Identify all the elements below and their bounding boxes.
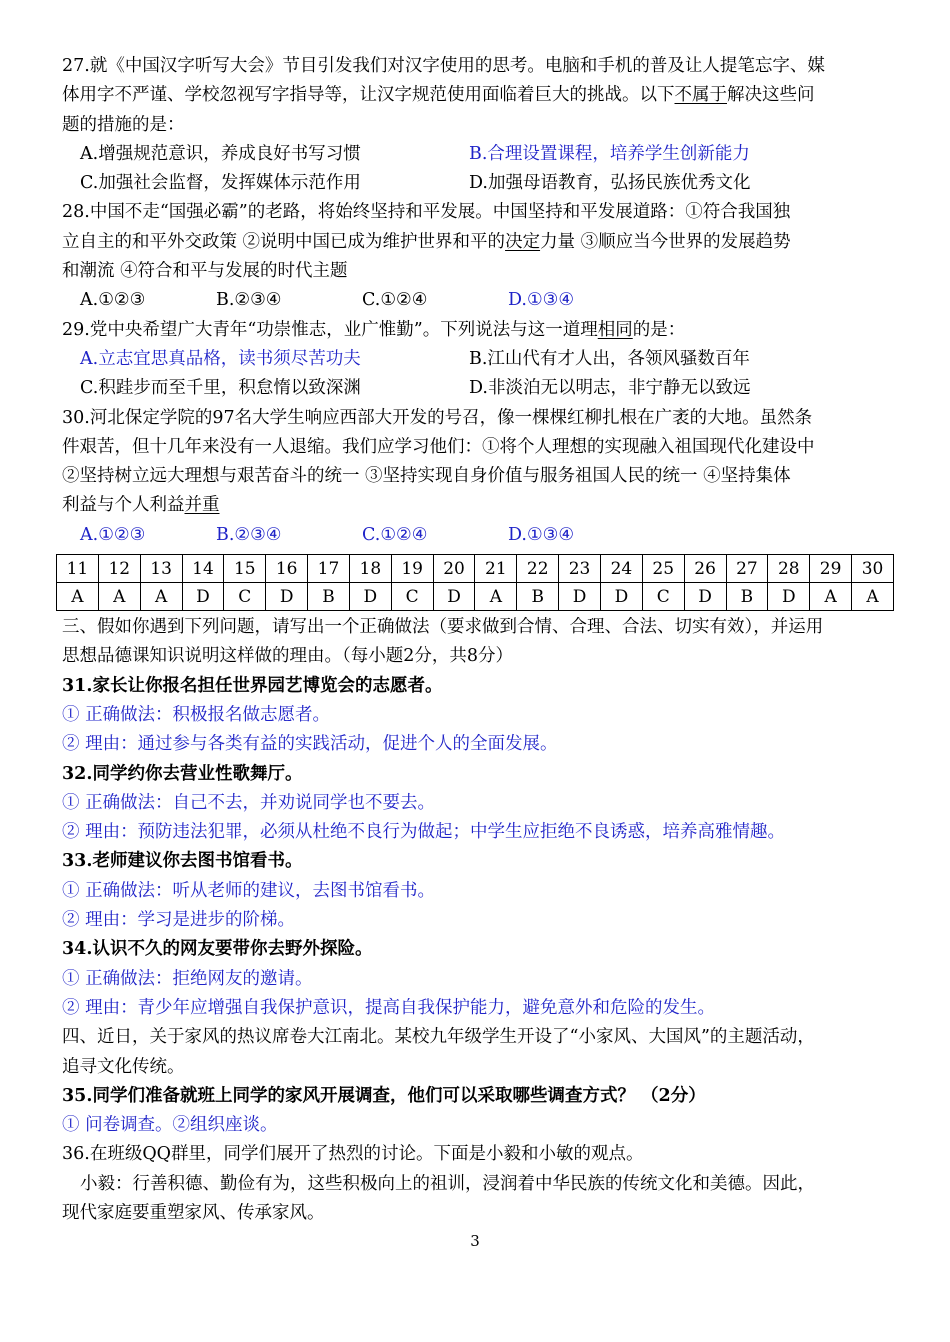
answer-table-number-cell: 19 [391, 555, 433, 583]
q28-option-d: D.①③④ [508, 290, 575, 311]
q28-line2 [62, 228, 892, 257]
answer-table-answer-cell: C [224, 583, 266, 611]
answer-table-answer-cell: B [308, 583, 350, 611]
section3-intro-line2: 思想品德课知识说明这样做的理由。（每小题2分，共8分） [62, 646, 514, 667]
q27-option-d: D.加强母语教育，弘扬民族优秀文化 [469, 173, 751, 194]
q30-options [62, 521, 892, 550]
q30-underlined: 并重 [184, 495, 220, 516]
q29-line1 [62, 316, 892, 345]
answer-table-answer-cell: B [726, 583, 768, 611]
q36-paragraph-line2: 现代家庭要重塑家风、传承家风。 [62, 1202, 325, 1223]
answer-table-number-cell: 15 [224, 555, 266, 583]
q31-question: 31.家长让你报名担任世界园艺博览会的志愿者。 [62, 675, 443, 696]
q34-answer-2: ② 理由：青少年应增强自我保护意识，提高自我保护能力，避免意外和危险的发生。 [62, 997, 716, 1018]
answer-table-answer-cell: D [600, 583, 642, 611]
answer-table-number-cell: 13 [140, 555, 182, 583]
q30-line1: 30.河北保定学院的97名大学生响应西部大开发的号召，像一棵棵红柳扎根在广袤的大地。虽然条 [62, 407, 813, 428]
q27-option-c: C.加强社会监督，发挥媒体示范作用 [80, 173, 361, 194]
answer-table-number-cell: 23 [559, 555, 601, 583]
q28-option-c: C.①②④ [362, 290, 428, 311]
answer-table-answer-cell: A [98, 583, 140, 611]
answer-table-answer-cell: D [433, 583, 475, 611]
q27-options-row2 [62, 169, 892, 198]
answer-table-answer-cell: A [140, 583, 182, 611]
q36-paragraph-line1: 小毅：行善积德、勤俭有为，这些积极向上的祖训，浸润着中华民族的传统文化和美德。因此， [80, 1173, 815, 1194]
answer-table-number-cell: 22 [517, 555, 559, 583]
section4-intro-line2: 追寻文化传统。 [62, 1056, 185, 1077]
answer-table-number-cell: 25 [642, 555, 684, 583]
answer-table-number-cell: 20 [433, 555, 475, 583]
q27-line2 [62, 81, 892, 110]
q32-answer-1: ① 正确做法：自己不去，并劝说同学也不要去。 [62, 792, 436, 813]
q28-underlined: 决定 [505, 231, 541, 252]
answer-table-number-cell: 30 [852, 555, 894, 583]
answer-table-answer-cell: D [684, 583, 726, 611]
q30-option-a: A.①②③ [80, 524, 146, 545]
q33-answer-2: ② 理由：学习是进步的阶梯。 [62, 910, 296, 931]
q35-answer: ① 问卷调查。②组织座谈。 [62, 1115, 278, 1136]
answer-table [56, 554, 894, 611]
page-number: 3 [470, 1232, 480, 1250]
q34-question: 34.认识不久的网友要带你去野外探险。 [62, 939, 373, 960]
answer-table-answer-cell: A [57, 583, 99, 611]
answer-table-number-cell: 12 [98, 555, 140, 583]
answer-table-answer-cell: C [391, 583, 433, 611]
q30-line4 [62, 491, 892, 520]
q30-option-d: D.①③④ [508, 524, 575, 545]
q36-question: 36.在班级QQ群里，同学们展开了热烈的讨论。下面是小毅和小敏的观点。 [62, 1144, 644, 1165]
q28-text: 立自主的和平外交政策 ②说明中国已成为维护世界和平的 [62, 231, 506, 252]
q27-line1: 27.就《中国汉字听写大会》节目引发我们对汉字使用的思考。电脑和手机的普及让人提笔忘字、媒 [62, 56, 825, 76]
answer-table-number-cell: 24 [600, 555, 642, 583]
q28-options [62, 286, 892, 315]
answer-table-answer-cell: D [182, 583, 224, 611]
q29-options-row2 [62, 374, 892, 403]
q28-option-a: A.①②③ [80, 290, 146, 311]
answer-table-answer-cell: A [810, 583, 852, 611]
q31-answer-2: ② 理由：通过参与各类有益的实践活动，促进个人的全面发展。 [62, 734, 558, 755]
answer-table-number-row [57, 555, 894, 583]
q27-text: 解决这些问 [727, 85, 815, 106]
q30-text: 利益与个人利益 [62, 495, 185, 516]
section3-intro-line1: 三、假如你遇到下列问题，请写出一个正确做法（要求做到合情、合理、合法、切实有效），并运用 [62, 617, 824, 638]
answer-table-number-cell: 17 [308, 555, 350, 583]
q33-answer-1: ① 正确做法：听从老师的建议，去图书馆看书。 [62, 880, 436, 901]
answer-table-number-cell: 14 [182, 555, 224, 583]
answer-table-number-cell: 16 [266, 555, 308, 583]
answer-table-answer-cell: C [642, 583, 684, 611]
q29-option-c: C.积跬步而至千里，积怠惰以致深渊 [80, 378, 361, 399]
answer-table-number-cell: 18 [349, 555, 391, 583]
q27-text: 体用字不严谨、学校忽视写字指导等，让汉字规范使用面临着巨大的挑战。以下 [62, 85, 675, 106]
q34-answer-1: ① 正确做法：拒绝网友的邀请。 [62, 968, 313, 989]
q29-option-d: D.非淡泊无以明志，非宁静无以致远 [469, 378, 751, 399]
q27-option-b: B.合理设置课程，培养学生创新能力 [469, 143, 750, 164]
answer-table-number-cell: 28 [768, 555, 810, 583]
q29-underlined: 相同 [597, 319, 633, 340]
answer-table-answer-cell: A [475, 583, 517, 611]
q29-option-b: B.江山代有才人出，各领风骚数百年 [469, 348, 750, 369]
q29-options-row1 [62, 345, 892, 374]
q27-options-row1 [62, 140, 892, 169]
q29-option-a: A.立志宜思真品格，读书须尽苦功夫 [80, 348, 361, 369]
q28-line3: 和潮流 ④符合和平与发展的时代主题 [62, 261, 348, 282]
answer-table-number-cell: 11 [57, 555, 99, 583]
q27-underlined: 不属于 [674, 85, 727, 106]
answer-table-answer-cell: D [768, 583, 810, 611]
exam-page [62, 52, 892, 1228]
q30-option-b: B.②③④ [216, 524, 282, 545]
q30-line3: ②坚持树立远大理想与艰苦奋斗的统一 ③坚持实现自身价值与服务祖国人民的统一 ④坚持集体 [62, 466, 791, 487]
q35-question: 35.同学们准备就班上同学的家风开展调查，他们可以采取哪些调查方式？ （2分） [62, 1085, 706, 1106]
answer-table-answer-cell: B [517, 583, 559, 611]
q32-answer-2: ② 理由：预防违法犯罪，必须从杜绝不良行为做起；中学生应拒绝不良诱惑，培养高雅情趣。 [62, 822, 786, 843]
q29-text: 的是： [632, 319, 686, 340]
answer-table-answer-cell: D [266, 583, 308, 611]
answer-table-number-cell: 21 [475, 555, 517, 583]
answer-table-answer-row [57, 583, 894, 611]
q27-option-a: A.增强规范意识，养成良好书写习惯 [80, 143, 361, 164]
q30-line2: 件艰苦，但十几年来没有一人退缩。我们应学习他们：①将个人理想的实现融入祖国现代化建设中 [62, 436, 815, 457]
q28-option-b: B.②③④ [216, 290, 282, 311]
answer-table-number-cell: 26 [684, 555, 726, 583]
q31-answer-1: ① 正确做法：积极报名做志愿者。 [62, 704, 331, 725]
section4-intro-line1: 四、近日，关于家风的热议席卷大江南北。某校九年级学生开设了“小家风、大国风”的主题活动， [62, 1027, 815, 1048]
q27-line3: 题的措施的是： [62, 114, 185, 135]
answer-table-number-cell: 27 [726, 555, 768, 583]
answer-table-answer-cell: D [559, 583, 601, 611]
q33-question: 33.老师建议你去图书馆看书。 [62, 851, 303, 872]
q30-option-c: C.①②④ [362, 524, 428, 545]
q29-text: 29.党中央希望广大青年“功崇惟志，业广惟勤”。下列说法与这一道理 [62, 319, 598, 340]
answer-table-number-cell: 29 [810, 555, 852, 583]
q32-question: 32.同学约你去营业性歌舞厅。 [62, 763, 303, 784]
answer-table-answer-cell: A [852, 583, 894, 611]
q28-line1: 28.中国不走“国强必霸”的老路，将始终坚持和平发展。中国坚持和平发展道路：①符合我国独 [62, 202, 791, 223]
q28-text: 力量 ③顺应当今世界的发展趋势 [540, 231, 791, 252]
answer-table-answer-cell: D [349, 583, 391, 611]
